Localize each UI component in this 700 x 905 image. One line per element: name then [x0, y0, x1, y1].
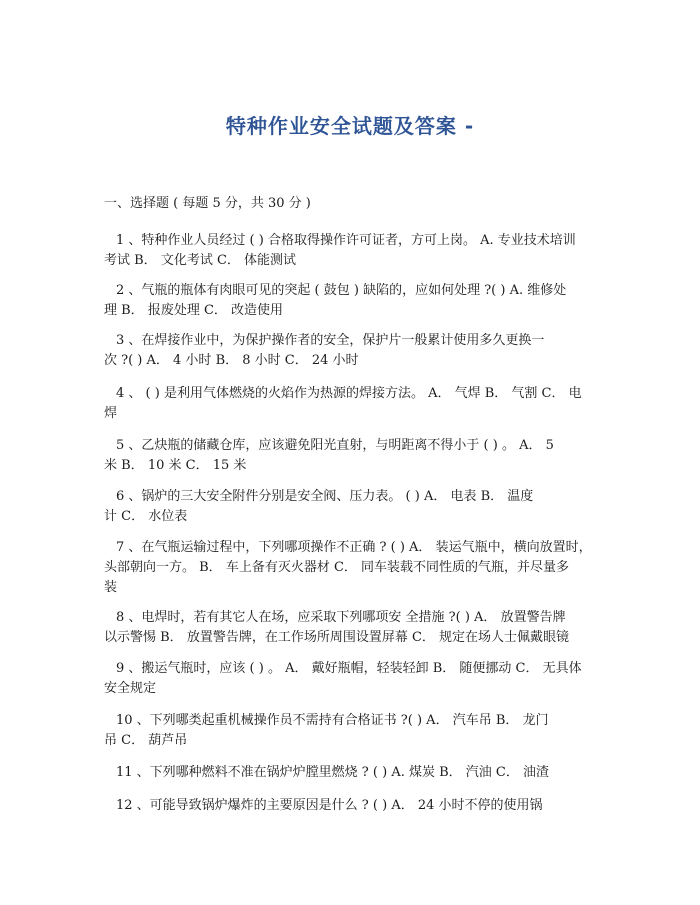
question-item	[104, 436, 604, 476]
question-text-line: 8 、电焊时，若有其它人在场，应采取下列哪项安 全措施 ?( ) A． 放置警告牌	[116, 610, 566, 625]
question-text-line: 以示警惕 B． 放置警告牌，在工作场所周围设置屏幕 C． 规定在场人士佩戴眼镜	[104, 630, 570, 645]
question-item	[104, 796, 604, 816]
question-text-line: 安全规定	[104, 681, 157, 696]
question-text-line: 7 、在气瓶运输过程中，下列哪项操作不正确 ? ( ) A． 装运气瓶中，横向放置时，	[116, 540, 592, 555]
question-text-line: 5 、乙炔瓶的储藏仓库，应该避免阳光直射，与明距离不得小于 ( ) 。 A． 5	[116, 438, 554, 453]
question-text-line: 4 、 ( ) 是利用气体燃烧的火焰作为热源的焊接方法。 A． 气焊 B． 气割 C． 电	[116, 386, 582, 401]
question-text-line: 计 C． 水位表	[104, 509, 188, 524]
question-text-line: 2 、气瓶的瓶体有肉眼可见的突起 ( 鼓包 ) 缺陷的，应如何处理 ?( ) A. 维修处	[116, 283, 567, 298]
question-item	[104, 487, 604, 527]
question-item	[104, 281, 604, 321]
document-title: 特种作业安全试题及答案 -	[225, 114, 475, 138]
question-text-line: 装	[104, 580, 118, 595]
question-item	[104, 331, 604, 371]
question-item	[104, 384, 604, 424]
question-item	[104, 659, 604, 699]
question-text-line: 焊	[104, 406, 118, 421]
question-text-line: 1 、特种作业人员经过 ( ) 合格取得操作许可证者，方可上岗。 A. 专业技术培训	[116, 233, 576, 248]
question-item	[104, 231, 604, 271]
question-text-line: 12 、可能导致锅炉爆炸的主要原因是什么 ? ( ) A． 24 小时不停的使用锅	[116, 798, 543, 813]
question-text-line: 9 、搬运气瓶时，应该 ( ) 。 A． 戴好瓶帽，轻装轻卸 B． 随便挪动 C． 无具体	[116, 661, 582, 676]
question-text-line: 理 B． 报废处理 C． 改造使用	[104, 303, 284, 318]
question-item	[104, 711, 604, 751]
question-item	[104, 538, 604, 598]
question-text-line: 10 、下列哪类起重机械操作员不需持有合格证书 ?( ) A． 汽车吊 B． 龙门	[116, 713, 549, 728]
question-text-line: 吊 C． 葫芦吊	[104, 733, 188, 748]
question-item	[104, 608, 604, 648]
question-text-line: 头部朝向一方。 B． 车上备有灭火器材 C． 同车装载不同性质的气瓶，并尽量多	[104, 560, 570, 575]
question-text-line: 6 、锅炉的三大安全附件分别是安全阀、压力表。 ( ) A． 电表 B． 温度	[116, 489, 534, 504]
question-text-line: 次 ?( ) A． 4 小时 B． 8 小时 C． 24 小时	[104, 353, 359, 368]
question-text-line: 米 B． 10 米 C． 15 米	[104, 458, 247, 473]
question-text-line: 3 、在焊接作业中，为保护操作者的安全，保护片一般累计使用多久更换一	[116, 333, 545, 348]
question-item	[104, 763, 604, 783]
question-text-line: 考试 B． 文化考试 C． 体能测试	[104, 253, 297, 268]
question-text-line: 11 、下列哪种燃料不准在锅炉炉膛里燃烧 ? ( ) A. 煤炭 B． 汽油 C． 油渣	[116, 765, 549, 780]
section-heading: 一、选择题 ( 每题 5 分，共 30 分 )	[104, 196, 311, 211]
